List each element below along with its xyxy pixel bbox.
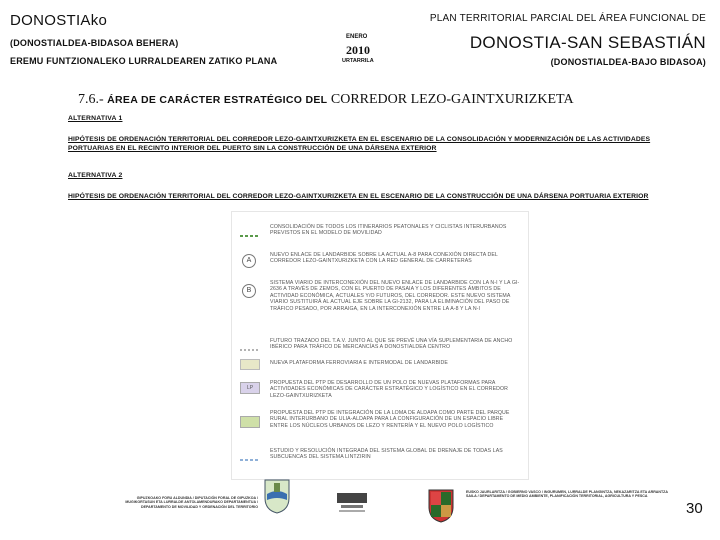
gipuzkoa-shield-icon (263, 478, 291, 519)
header-left-subtitle-2: EREMU FUNTZIONALEKO LURRALDEAREN ZATIKO PLANA (10, 56, 278, 66)
header-right-subtitle: (DONOSTIALDEA-BAJO BIDASOA) (550, 57, 706, 67)
page-number: 30 (686, 500, 703, 517)
legend-text: NUEVO ENLACE DE LANDARBIDE SOBRE LA ACTUAL A-8 PARA CONEXIÓN DIRECTA DEL CORREDOR LEZO-GAINTXURIZKETA CON LA RED GENERAL DE CARRETERAS (270, 252, 498, 265)
legend-text: SISTEMA VIARIO DE INTERCONEXIÓN DEL NUEVO ENLACE DE LANDARBIDE CON LA N-I Y LA GI-2636 A TRAVÉS DE ZEMOS, CON EL PUERTO DE PASAIA Y LOS DIFERENTES ÁMBITOS DE ACTIVIDAD ECONÓMICA, ACTUALES Y/O FUTUROS, DEL CORREDOR. ESTE NUEVO SISTEMA VIARIO SUSTITUIRÁ AL ACTUAL EJE SOBRE LA GI-2132, PARA LA ELIMINACIÓN DEL PASO DE TRÁFICO PESADO, POR ARRAIGA, EN LA INTERCONEXIÓN ENTRE LA A-8 Y LA N-I (270, 280, 520, 312)
legend-text: PROPUESTA DEL PTP DE DESARROLLO DE UN POLO DE NUEVAS PLATAFORMAS PARA ACTIVIDADES ECONÓMICAS DE CARÁCTER ESTRATÉGICO Y LOGÍSTICO EN EL CORREDOR LEZO-GAINTXURIZKETA (270, 380, 508, 399)
header-version: URTARRILA (342, 58, 374, 64)
legend-text: NUEVA PLATAFORMA FERROVIARIA E INTERMODAL DE LANDARBIDE (270, 360, 448, 366)
section-title-small: ÁREA DE CARÁCTER ESTRATÉGICO DEL (107, 94, 328, 106)
header-left-title: DONOSTIAko (10, 12, 108, 29)
rural-park-icon (240, 416, 260, 428)
header-right-city: DONOSTIA-SAN SEBASTIÁN (469, 33, 706, 52)
green-line-icon (240, 227, 258, 237)
legend-text: ESTUDIO Y RESOLUCIÓN INTEGRADA DEL SISTEMA GLOBAL DE DRENAJE DE TODAS LAS SUBCUENCAS DEL SISTEMA LINTZIRIN (270, 448, 503, 461)
legend-text: CONSOLIDACIÓN DE TODOS LOS ITINERARIOS PEATONALES Y CICLISTAS INTERURBANOS PREVISTOS EN EL MODELO DE MOVILIDAD (270, 224, 507, 237)
ikusi-logo (335, 491, 369, 520)
header-left-subtitle-1: (DONOSTIALDEA-BIDASOA BEHERA) (10, 38, 179, 48)
section-title (78, 92, 574, 108)
basque-coat-of-arms-icon (426, 487, 456, 528)
alternative-1-label: ALTERNATIVA 1 (68, 115, 123, 122)
dashed-line-icon (240, 341, 258, 351)
blue-dashed-line-icon (240, 451, 258, 461)
alternative-2-description: HIPÓTESIS DE ORDENACIÓN TERRITORIAL DEL CORREDOR LEZO-GAINTXURIZKETA EN EL ESCENARIO DE LA CONSTRUCCIÓN DE UNA DÁRSENA PORTUARIA EXTERIOR (68, 193, 649, 200)
header-year: 2010 (346, 43, 370, 57)
header-right-title: PLAN TERRITORIAL PARCIAL DEL ÁREA FUNCIONAL DE (429, 13, 706, 24)
rail-platform-icon (240, 359, 260, 370)
section-number: 7.6.- (78, 92, 104, 107)
header-month: ENERO (346, 34, 368, 40)
alternative-2-label: ALTERNATIVA 2 (68, 172, 123, 179)
gipuzkoa-logo-text: GIPUZKOAKO FORU ALDUNDIA / DIPUTACIÓN FORAL DE GIPUZKOA / MUGIKORTASUN ETA LURRALDE ANTOLAMENDURAKO DEPARTAMENTUA / DEPARTAMENTO DE MOVILIDAD Y ORDENACIÓN DEL TERRITORIO (125, 496, 258, 509)
alternative-1-description: HIPÓTESIS DE ORDENACIÓN TERRITORIAL DEL CORREDOR LEZO-GAINTXURIZKETA EN EL ESCENARIO DE LA CONSOLIDACIÓN Y MODERNIZACIÓN DE LAS ACTIVIDADES PORTUARIAS EN EL RECINTO INTERIOR DEL PUERTO SIN LA CONSTRUCCIÓN DE UNA DÁRSENA EXTERIOR (68, 136, 651, 152)
gobierno-vasco-text: EUSKO JAURLARITZA / GOBIERNO VASCO / INGURUMEN, LURRALDE PLANGINTZA, NEKAZARITZA ETA ARRANTZA SAILA / DEPARTAMENTO DE MEDIO AMBIENTE, PLANIFICACIÓN TERRITORIAL, AGRICULTURA Y PESCA (466, 490, 668, 499)
logistics-pole-icon: LP (240, 382, 260, 394)
legend-text: PROPUESTA DEL PTP DE INTEGRACIÓN DE LA LOMA DE ALDAPA COMO PARTE DEL PARQUE RURAL INTERURBANO DE ULIA-ALDAPA PARA LA CONFIGURACIÓN DE UN ESPACIO LIBRE ENTRE LOS NÚCLEOS URBANOS DE LEZO Y RENTERÍA Y EL NUEVO POLO LOGÍSTICO (270, 410, 510, 429)
section-title-large: CORREDOR LEZO-GAINTXURIZKETA (330, 92, 574, 107)
letter-b-icon: B (242, 284, 256, 298)
letter-a-icon: A (242, 254, 256, 268)
legend-text: FUTURO TRAZADO DEL T.A.V. JUNTO AL QUE SE PREVÉ UNA VÍA SUPLEMENTARIA DE ANCHO IBÉRICO PARA TRÁFICO DE MERCANCÍAS A DONOSTIALDEA CENTRO (270, 338, 513, 351)
map-legend (231, 211, 529, 480)
